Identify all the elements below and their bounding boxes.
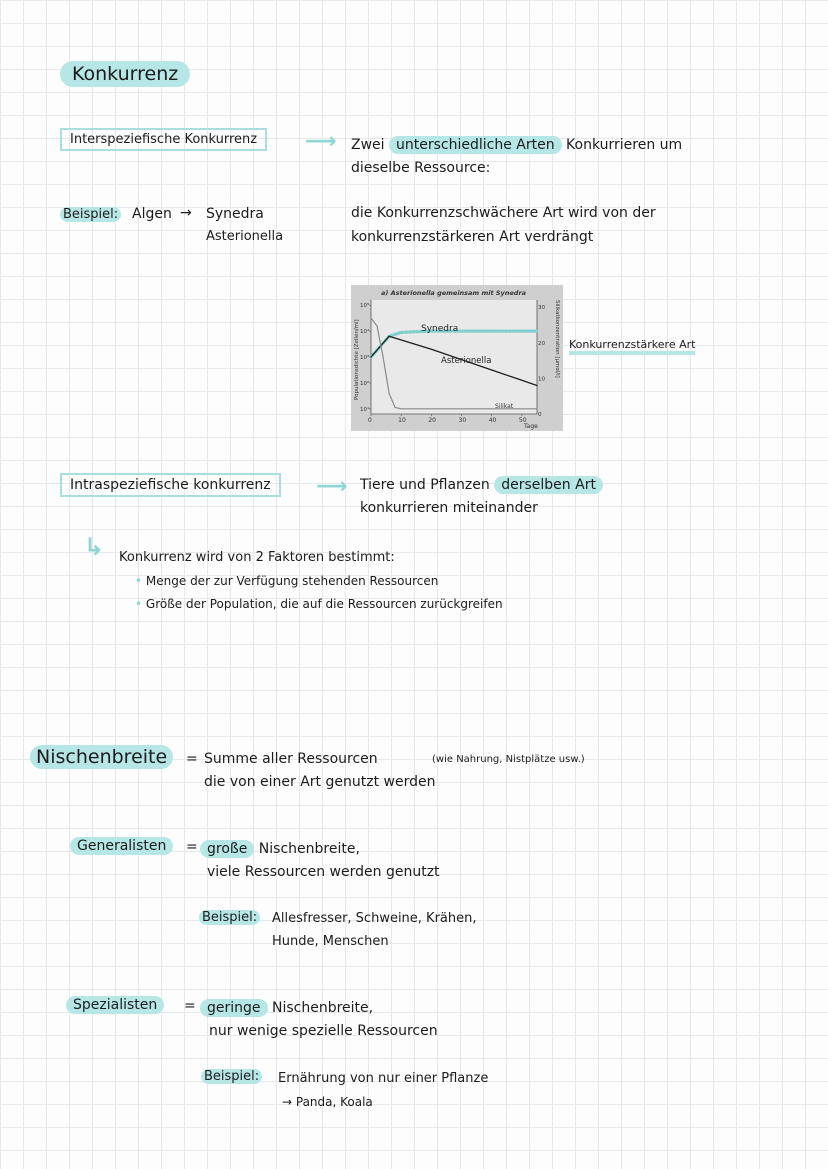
intra-heading: Intraspeziefische konkurrenz [60, 473, 281, 497]
chart-y2-tick-label: 0 [538, 412, 542, 418]
intra-arrow-icon: ⟶ [316, 474, 348, 499]
inter-result-line2: konkurrenzstärkeren Art verdrängt [351, 229, 594, 245]
factor-text: Menge der zur Verfügung stehenden Ressourcen [145, 574, 439, 588]
generalists-eq: = [186, 839, 198, 855]
page-title: Konkurrenz [60, 61, 190, 87]
specialists-eq: = [184, 998, 196, 1014]
specialists-example-line2: → Panda, Koala [282, 1095, 373, 1109]
specialists-line2: nur wenige spezielle Ressourcen [209, 1023, 438, 1039]
inter-example-species-2: Asterionella [206, 229, 284, 244]
niche-def-note: (wie Nahrung, Nistplätze usw.) [432, 754, 585, 765]
generalists-highlight: große [200, 840, 254, 858]
chart-xlabel: Tage [524, 423, 538, 430]
chart-y-tick-label: 10² [360, 380, 370, 387]
chart-x-tick-label: 50 [518, 417, 527, 424]
competition-chart [351, 285, 563, 431]
chart-x-tick-label: 10 [398, 417, 406, 424]
chart-y2-tick-label: 10 [538, 376, 545, 383]
chart-y-tick-label: 10¹ [360, 406, 370, 413]
generalists-example-line2: Hunde, Menschen [272, 934, 389, 949]
intra-def-highlight: derselben Art [494, 476, 603, 494]
intra-def-pre: Tiere und Pflanzen [360, 477, 490, 493]
inter-arrow-icon: ⟶ [305, 129, 337, 154]
chart-y2-tick-label: 30 [538, 305, 545, 312]
bullet-dot-icon: • [135, 597, 143, 611]
inter-example-arrow-icon: → [180, 205, 192, 221]
niche-term: Nischenbreite [30, 745, 173, 769]
inter-def-highlight: unterschiedliche Arten [389, 136, 562, 154]
factor-item-1 [135, 574, 438, 588]
inter-definition [351, 137, 682, 153]
specialists-line1 [200, 1000, 373, 1016]
bullet-dot-icon: • [135, 574, 143, 588]
generalists-example-line1: Allesfresser, Schweine, Krähen, [272, 911, 477, 926]
factor-item-2 [135, 597, 503, 611]
chart-y-tick-label: 10⁴ [360, 329, 370, 336]
inter-definition-line2: dieselbe Ressource: [351, 160, 491, 176]
chart-series-label-asterionella: Asterionella [441, 356, 492, 366]
chart-title: a) Asterionella gemeinsam mit Synedra [381, 289, 527, 297]
specialists-example-label: Beispiel: [201, 1069, 262, 1084]
chart-y-tick-label: 10⁵ [360, 303, 370, 310]
inter-example-main: Algen [132, 206, 172, 222]
intra-definition [360, 477, 603, 493]
inter-def-pre: Zwei [351, 137, 385, 153]
inter-def-post: Konkurrieren um [566, 137, 683, 153]
inter-example-species-1: Synedra [206, 206, 264, 222]
chart-ylabel: Populationsdichte [Zellen/ml] [354, 319, 360, 400]
chart-y-tick-label: 10³ [360, 355, 370, 361]
generalists-example-label: Beispiel: [199, 910, 260, 925]
chart-svg [351, 285, 563, 431]
chart-x-tick-label: 40 [488, 417, 497, 424]
chart-x-tick-label: 30 [458, 417, 467, 424]
inter-example-label: Beispiel: [60, 207, 121, 222]
niche-eq: = [186, 751, 198, 767]
generalists-line2: viele Ressourcen werden genutzt [207, 864, 440, 880]
generalists-line1-post: Nischenbreite, [258, 841, 360, 857]
specialists-highlight: geringe [200, 999, 268, 1017]
specialists-line1-post: Nischenbreite, [271, 1000, 374, 1016]
chart-annotation: Konkurrenzstärkere Art [569, 339, 695, 355]
factor-text: Größe der Population, die auf die Ressourcen zurückgreifen [145, 597, 503, 611]
specialists-example-line1: Ernährung von nur einer Pflanze [278, 1071, 489, 1086]
specialists-term: Spezialisten [66, 996, 164, 1014]
chart-x-tick-label: 20 [428, 417, 437, 424]
generalists-line1 [200, 841, 360, 857]
factors-title: Konkurrenz wird von 2 Faktoren bestimmt: [119, 550, 395, 565]
chart-y2label: Silikatkonzentration [µmol/l] [554, 300, 560, 378]
chart-series-label-synedra: Synedra [421, 324, 459, 334]
chart-x-tick-label: 0 [368, 417, 372, 424]
generalists-term: Generalisten [70, 837, 173, 855]
inter-heading: Interspeziefische Konkurrenz [60, 128, 267, 151]
chart-y2-tick-label: 20 [538, 340, 545, 347]
sub-arrow-icon: ↳ [84, 533, 105, 561]
intra-definition-line2: konkurrieren miteinander [360, 500, 538, 516]
niche-def-line2: die von einer Art genutzt werden [204, 774, 436, 790]
niche-def-main: Summe aller Ressourcen [204, 751, 378, 767]
chart-series-label-silikat: Silikat [495, 403, 514, 410]
inter-result-line1: die Konkurrenzschwächere Art wird von der [351, 205, 656, 221]
